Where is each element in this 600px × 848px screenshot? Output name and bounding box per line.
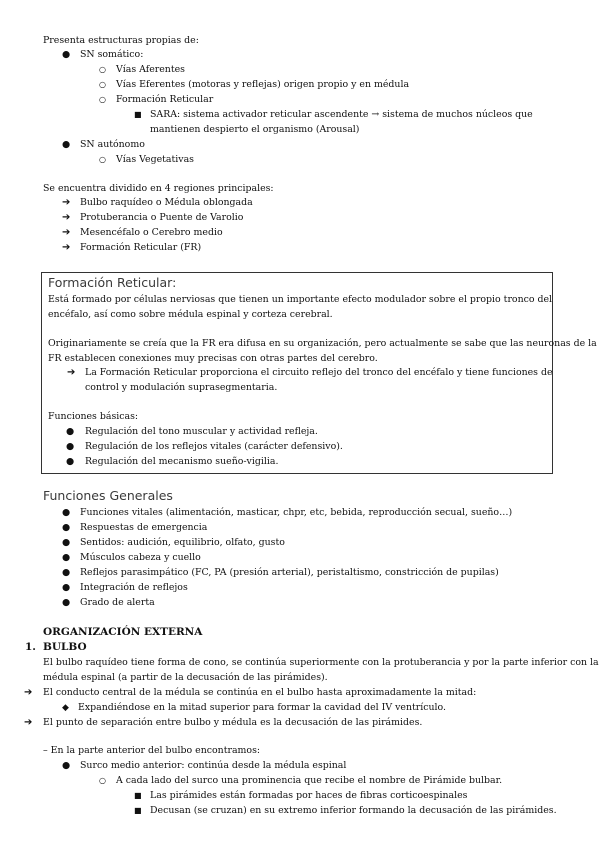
- arrow-icon: ➔: [24, 687, 33, 698]
- list-item: Vías Aferentes: [116, 64, 185, 75]
- bullet-disc: ●: [62, 522, 71, 533]
- list-item: Reflejos parasimpático (FC, PA (presión arterial), peristaltismo, constricción de pupilas): [80, 567, 499, 578]
- bullet-circle: ○: [99, 155, 106, 164]
- arrow-line: El punto de separación entre bulbo y médula es la decusación de las pirámides.: [43, 717, 423, 728]
- bullet-disc: ●: [62, 567, 71, 578]
- bullet-square: ■: [134, 791, 142, 800]
- subsection-heading: BULBO: [43, 641, 87, 653]
- list-item: Surco medio anterior: continúa desde la médula espinal: [80, 760, 347, 771]
- bullet-square: ■: [134, 110, 142, 119]
- list-item: Protuberancia o Puente de Varolio: [80, 212, 244, 223]
- sara-line-2: mantienen despierto el organismo (Arousal): [150, 124, 360, 135]
- regions-intro: Se encuentra dividido en 4 regiones principales:: [43, 183, 274, 194]
- arrow-icon: ➔: [62, 242, 71, 253]
- arrow-icon: ➔: [62, 197, 71, 208]
- paragraph-line: Originariamente se creía que la FR era difusa en su organización, pero actualmente se sabe que las neuronas de la: [48, 338, 597, 349]
- list-item: Formación Reticular: [116, 94, 214, 105]
- list-item: Regulación del mecanismo sueño-vigilia.: [85, 456, 279, 467]
- paragraph-line: Está formado por células nerviosas que tienen un importante efecto modulador sobre el propio tronco del: [48, 294, 553, 305]
- list-item: Músculos cabeza y cuello: [80, 552, 201, 563]
- sn-autonomo-label: SN autónomo: [80, 139, 145, 150]
- paragraph-line: FR establecen conexiones muy precisas con otras partes del cerebro.: [48, 353, 378, 364]
- paragraph-line: – En la parte anterior del bulbo encontramos:: [43, 745, 261, 756]
- bullet-disc: ●: [62, 537, 71, 548]
- list-item: Vías Eferentes (motoras y reflejas) origen propio y en médula: [116, 79, 410, 90]
- list-item: Grado de alerta: [80, 597, 155, 608]
- arrow-line: El conducto central de la médula se continúa en el bulbo hasta aproximadamente la mitad:: [43, 687, 477, 698]
- intro-text: Presenta estructuras propias de:: [43, 35, 199, 46]
- list-item: Decusan (se cruzan) en su extremo inferior formando la decusación de las pirámides.: [150, 805, 557, 816]
- list-item: Regulación del tono muscular y actividad refleja.: [85, 426, 318, 437]
- list-item: Regulación de los reflejos vitales (carácter defensivo).: [85, 441, 343, 452]
- arrow-icon: ➔: [62, 212, 71, 223]
- list-item: Expandiéndose en la mitad superior para formar la cavidad del IV ventrículo.: [78, 702, 446, 713]
- bullet-disc: ●: [66, 441, 75, 452]
- bullet-disc: ●: [62, 49, 71, 60]
- bullet-circle: ○: [99, 95, 106, 104]
- paragraph-line: El bulbo raquídeo tiene forma de cono, se continúa superiormente con la protuberancia y por la parte inferior con la: [43, 657, 599, 668]
- sn-somatico-label: SN somático:: [80, 49, 144, 60]
- list-item: A cada lado del surco una prominencia que recibe el nombre de Pirámide bulbar.: [116, 775, 503, 786]
- bullet-disc: ●: [62, 760, 71, 771]
- bullet-disc: ●: [66, 426, 75, 437]
- bullet-disc: ●: [62, 582, 71, 593]
- bullet-circle: ○: [99, 65, 106, 74]
- arrow-line: control y modulación suprasegmentaria.: [85, 382, 278, 393]
- arrow-icon: ➔: [62, 227, 71, 238]
- list-item: Vías Vegetativas: [116, 154, 194, 165]
- bullet-disc: ●: [66, 456, 75, 467]
- bullet-square: ■: [134, 806, 142, 815]
- paragraph-line: encéfalo, así como sobre médula espinal y corteza cerebral.: [48, 309, 333, 320]
- bullet-circle: ○: [99, 776, 106, 785]
- bullet-disc: ●: [62, 507, 71, 518]
- paragraph-line: médula espinal (a partir de la decusación de las pirámides).: [43, 672, 328, 683]
- list-item: Formación Reticular (FR): [80, 242, 202, 253]
- section-heading: Funciones Generales: [43, 488, 173, 503]
- bullet-disc: ●: [62, 597, 71, 608]
- list-item: Funciones vitales (alimentación, masticar, chpr, etc, bebida, reproducción secual, sueño…): [80, 507, 513, 518]
- list-number: 1.: [25, 641, 36, 653]
- arrow-icon: ➔: [67, 367, 76, 378]
- list-item: Las pirámides están formadas por haces de fibras corticoespinales: [150, 790, 468, 801]
- bullet-disc: ●: [62, 139, 71, 150]
- arrow-icon: ➔: [24, 717, 33, 728]
- arrow-line: La Formación Reticular proporciona el circuito reflejo del tronco del encéfalo y tiene funciones de: [85, 367, 553, 378]
- list-item: Integración de reflejos: [80, 582, 188, 593]
- list-item: Sentidos: audición, equilibrio, olfato, gusto: [80, 537, 285, 548]
- bullet-circle: ○: [99, 80, 106, 89]
- bullet-diamond: ◆: [62, 703, 69, 713]
- sara-line-1: SARA: sistema activador reticular ascendente → sistema de muchos núcleos que: [150, 109, 533, 120]
- list-item: Mesencéfalo o Cerebro medio: [80, 227, 223, 238]
- section-heading: ORGANIZACIÓN EXTERNA: [43, 626, 203, 638]
- section-heading: Formación Reticular:: [48, 275, 177, 290]
- functions-label: Funciones básicas:: [48, 411, 139, 422]
- bullet-disc: ●: [62, 552, 71, 563]
- list-item: Respuestas de emergencia: [80, 522, 208, 533]
- list-item: Bulbo raquídeo o Médula oblongada: [80, 197, 253, 208]
